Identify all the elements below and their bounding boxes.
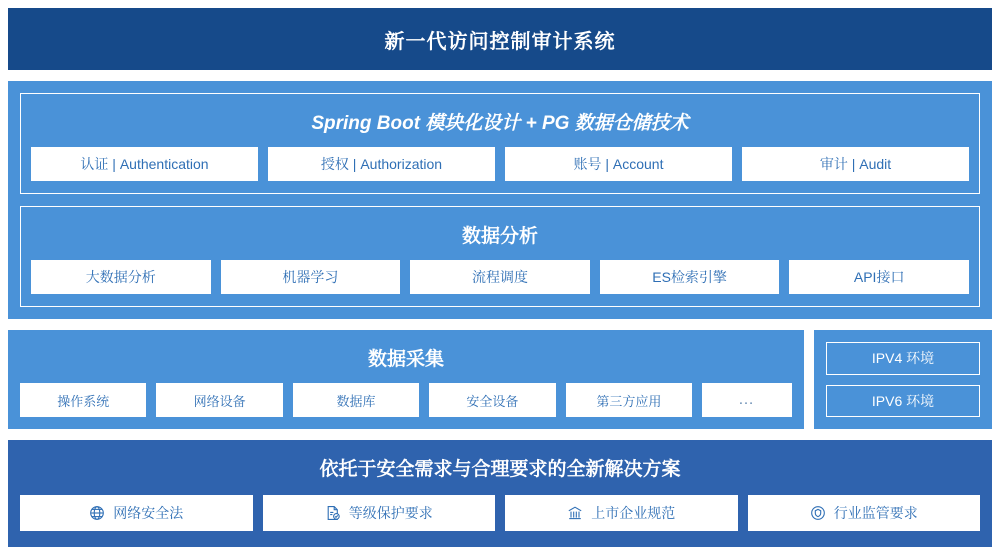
compliance-item-label: 网络安全法 xyxy=(113,505,184,521)
page-title-bar xyxy=(8,8,992,70)
document-check-icon xyxy=(325,505,341,521)
analysis-module-api[interactable]: API接口 xyxy=(789,260,969,294)
collection-layer-heading: 数据采集 xyxy=(367,349,444,370)
environment-ipv6[interactable]: IPV6 环境 xyxy=(826,385,980,418)
collection-source-os[interactable]: 操作系统 xyxy=(20,383,146,417)
diagram-root xyxy=(0,8,1000,537)
collection-source-network-device[interactable]: 网络设备 xyxy=(156,383,282,417)
architecture-mid-panel xyxy=(8,81,992,319)
collection-layer-panel xyxy=(8,330,804,429)
compliance-layer-heading: 依托于安全需求与合理要求的全新解决方案 xyxy=(319,459,681,480)
collection-source-row xyxy=(20,383,792,417)
collection-source-third-party-app[interactable]: 第三方应用 xyxy=(566,383,692,417)
compliance-item-label: 等级保护要求 xyxy=(348,505,433,521)
compliance-item-row xyxy=(20,495,980,531)
environment-panel xyxy=(814,330,992,429)
core-module-audit[interactable]: 审计 | Audit xyxy=(742,147,969,181)
compliance-item-label: 上市企业规范 xyxy=(591,505,676,521)
core-module-authentication[interactable]: 认证 | Authentication xyxy=(31,147,258,181)
analysis-layer-heading: 数据分析 xyxy=(461,226,538,247)
analysis-layer-module-row xyxy=(31,260,969,294)
environment-ipv4[interactable]: IPV4 环境 xyxy=(826,342,980,375)
core-module-authorization[interactable]: 授权 | Authorization xyxy=(268,147,495,181)
globe-icon xyxy=(89,505,105,521)
compliance-item-listed-company-standard[interactable] xyxy=(505,495,738,531)
collection-source-more[interactable]: … xyxy=(702,383,792,417)
core-layer-module-row xyxy=(31,147,969,181)
collection-row xyxy=(8,330,992,429)
bank-icon xyxy=(567,505,583,521)
compliance-item-level-protection[interactable] xyxy=(263,495,496,531)
analysis-layer-panel xyxy=(20,206,980,307)
core-layer-panel xyxy=(20,93,980,194)
compliance-item-industry-regulation[interactable] xyxy=(748,495,981,531)
analysis-module-machine-learning[interactable]: 机器学习 xyxy=(221,260,401,294)
analysis-module-bigdata[interactable]: 大数据分析 xyxy=(31,260,211,294)
collection-source-database[interactable]: 数据库 xyxy=(293,383,419,417)
analysis-module-workflow[interactable]: 流程调度 xyxy=(410,260,590,294)
compliance-item-cybersecurity-law[interactable] xyxy=(20,495,253,531)
core-module-account[interactable]: 账号 | Account xyxy=(505,147,732,181)
analysis-module-es-search[interactable]: ES检索引擎 xyxy=(600,260,780,294)
compliance-layer-panel xyxy=(8,440,992,547)
core-layer-heading: Spring Boot 模块化设计 + PG 数据仓储技术 xyxy=(311,113,689,134)
collection-source-security-device[interactable]: 安全设备 xyxy=(429,383,555,417)
shield-check-icon xyxy=(810,505,826,521)
page-title: 新一代访问控制审计系统 xyxy=(384,30,616,53)
compliance-item-label: 行业监管要求 xyxy=(833,505,918,521)
